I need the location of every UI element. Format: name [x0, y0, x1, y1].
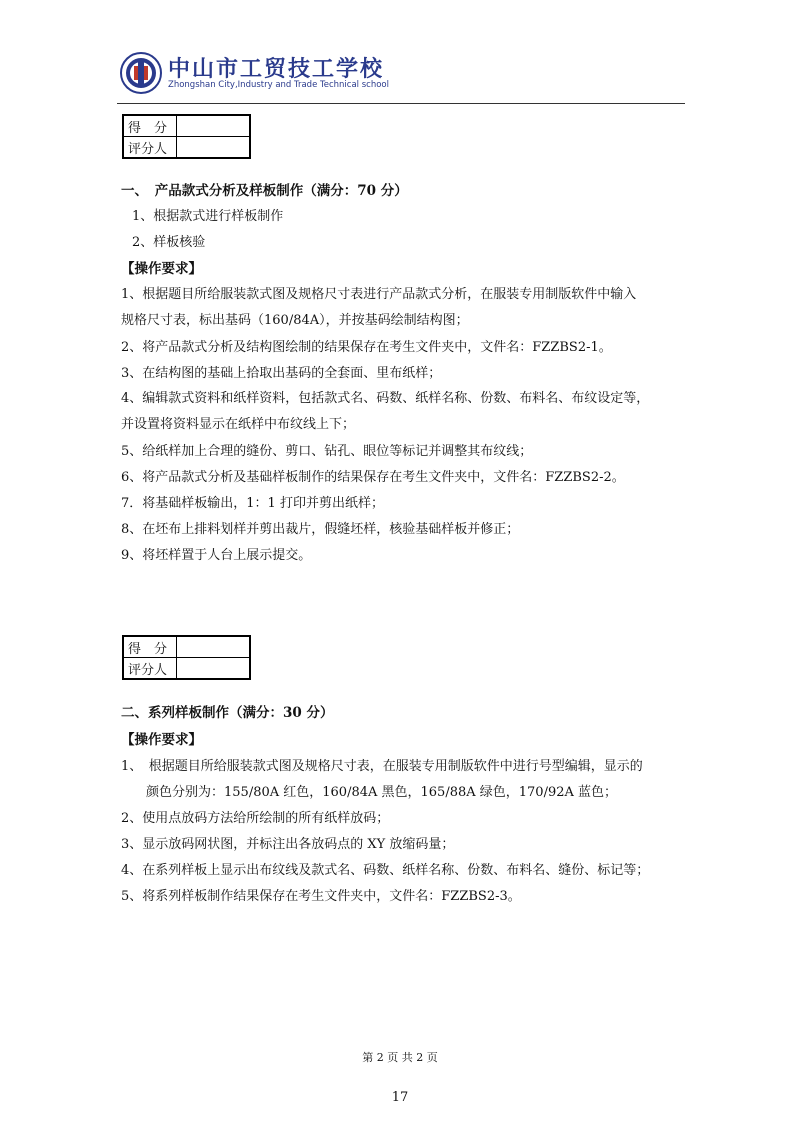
school-name-en: Zhongshan City,Industry and Trade Technical school [168, 80, 389, 90]
score-table [122, 114, 251, 159]
score-label: 得 分 [123, 636, 177, 658]
section2-req-title: 【操作要求】 [121, 732, 202, 748]
section2-line: 1、 根据题目所给服装款式图及规格尺寸表，在服装专用制版软件中进行号型编辑，显示的 [121, 759, 643, 774]
grader-value-cell[interactable] [177, 137, 251, 159]
section2-line: 4、在系列样板上显示出布纹线及款式名、码数、纸样名称、份数、布料名、缝份、标记等； [121, 863, 650, 878]
section2-line: 颜色分别为：155/80A 红色，160/84A 黑色，165/88A 绿色，170/92A 蓝色； [146, 785, 618, 800]
section2-line: 5、将系列样板制作结果保存在考生文件夹中，文件名：FZZBS2-3。 [121, 889, 521, 904]
section1-line: 规格尺寸表，标出基码（160/84A），并按基码绘制结构图； [121, 313, 469, 328]
school-seal-icon [120, 52, 162, 94]
score-value-cell[interactable] [177, 636, 251, 658]
school-logo [120, 50, 389, 98]
grader-label: 评分人 [123, 137, 177, 159]
score-label: 得 分 [123, 115, 177, 137]
page-number: 17 [391, 1090, 409, 1105]
score-value-cell[interactable] [177, 115, 251, 137]
section1-line: 3、在结构图的基础上拾取出基码的全套面、里布纸样； [121, 366, 442, 381]
section1-title: 一、 产品款式分析及样板制作（满分：70 分） [121, 183, 408, 199]
section1-line: 1、根据题目所给服装款式图及规格尺寸表进行产品款式分析，在服装专用制版软件中输入 [121, 287, 637, 302]
grader-value-cell[interactable] [177, 658, 251, 680]
section2-title: 二、系列样板制作（满分：30 分） [121, 705, 334, 721]
school-name-cn: 中山市工贸技工学校 [168, 57, 385, 82]
section1-line: 并设置将资料显示在纸样中布纹线上下； [121, 417, 356, 432]
section2-line: 2、使用点放码方法给所绘制的所有纸样放码； [121, 811, 390, 826]
section1-req-title: 【操作要求】 [121, 261, 202, 277]
page-info: 第 2 页 共 2 页 [362, 1051, 438, 1064]
section2-line: 3、显示放码网状图，并标注出各放码点的 XY 放缩码量； [121, 837, 455, 852]
header-rule [117, 103, 685, 104]
section1-line: 4、编辑款式资料和纸样资料，包括款式名、码数、纸样名称、份数、布料名、布纹设定等， [121, 391, 650, 406]
score-table [122, 635, 251, 680]
section1-line: 5、给纸样加上合理的缝份、剪口、钻孔、眼位等标记并调整其布纹线； [121, 444, 533, 459]
section1-subitem: 2、样板核验 [132, 235, 206, 250]
section1-subitem: 1、根据款式进行样板制作 [132, 209, 284, 224]
section1-line: 6、将产品款式分析及基础样板制作的结果保存在考生文件夹中，文件名：FZZBS2-2。 [121, 470, 625, 485]
section1-line: 9、将坯样置于人台上展示提交。 [121, 548, 312, 563]
section1-line: 2、将产品款式分析及结构图绘制的结果保存在考生文件夹中，文件名：FZZBS2-1。 [121, 340, 612, 355]
section1-line: 8、在坯布上排料划样并剪出裁片，假缝坯样，核验基础样板并修正； [121, 522, 520, 537]
section1-line: 7．将基础样板输出，1：1 打印并剪出纸样； [121, 496, 384, 511]
grader-label: 评分人 [123, 658, 177, 680]
